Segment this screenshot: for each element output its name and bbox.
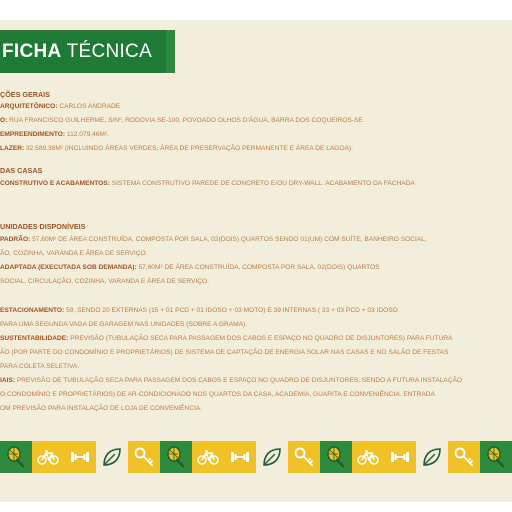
general-row-address xyxy=(0,116,512,125)
row-value: SOCIAL, CIRCULAÇÃO, COZINHA, VARANDA E ÁREA DE SERVIÇO. xyxy=(0,278,209,285)
key-icon xyxy=(292,445,316,469)
extras-row-ac xyxy=(0,376,512,385)
bicycle-icon xyxy=(196,445,220,469)
dumbbell-icon xyxy=(388,445,412,469)
header-band xyxy=(0,30,175,73)
row-value: 112.079,46M². xyxy=(65,131,109,138)
tennis-racket-icon xyxy=(164,445,188,469)
row-value: OM PREVISÃO PARA INSTALAÇÃO DE LOJA DE CONVENIÊNCIA. xyxy=(0,405,203,412)
icon-tile xyxy=(288,441,320,473)
section-title-houses: DAS CASAS xyxy=(0,166,43,175)
row-key: IAIS: xyxy=(0,377,16,384)
key-icon xyxy=(132,445,156,469)
row-value: 57,60M² DE ÁREA CONSTRUÍDA, COMPOSTA POR SALA, 02(DOIS) QUARTOS xyxy=(136,264,380,271)
row-key: CONSTRUTIVO E ACABAMENTOS: xyxy=(0,180,110,187)
row-value: PREVISÃO DE TUBULAÇÃO SECA PARA PASSAGEM DOS CABOS E ESPAÇO NO QUADRO DE DISJUNTORES, SENDO A FUTURA INSTALAÇÃO xyxy=(15,377,463,384)
extras-row-parking xyxy=(0,306,512,315)
leaf-icon xyxy=(260,445,284,469)
leaf-icon xyxy=(100,445,124,469)
dumbbell-icon xyxy=(228,445,252,469)
icon-tile xyxy=(256,441,288,473)
units-row-adapted xyxy=(0,263,512,272)
row-value: PARA UMA SEGUNDA VAGA DE GARAGEM NAS UNIDADES (SOBRE A GRAMA). xyxy=(0,321,248,328)
row-value: RUA FRANCISCO GUILHERME, S/Nº, RODOVIA SE-100, POVOADO OLHOS D'ÁGUA, BARRA DOS COQUEIROS-SE xyxy=(7,117,363,124)
row-value: 57,60M² DE ÁREA CONSTRUÍDA, COMPOSTA POR SALA, 02(DOIS) QUARTOS SENDO 01(UM) COM SUÍTE, BANHEIRO SOCIAL, xyxy=(30,236,427,243)
row-value: SISTEMA CONSTRUTIVO PAREDE DE CONCRETO E/OU DRY-WALL. ACABAMENTO DA FACHADA xyxy=(109,180,415,187)
general-row-leisure xyxy=(0,144,512,153)
icon-tile xyxy=(128,441,160,473)
general-row-architect xyxy=(0,102,512,111)
houses-row-construction xyxy=(0,179,512,188)
tennis-racket-icon xyxy=(484,445,508,469)
row-key: PADRÃO: xyxy=(0,236,31,243)
row-value: PREVISÃO (TUBULAÇÃO SECA PARA PASSAGEM DOS CABOS E ESPAÇO NO QUADRO DE DISJUNTORES) PARA FUTURA xyxy=(68,335,453,342)
row-value: 59, SENDO 20 EXTERNAS (15 + 01 PCD + 01 IDOSO + 03 MOTO) E 39 INTERNAS ( 33 + 03 PCD + 03 IDOSO xyxy=(64,307,398,314)
row-key: SUSTENTABILIDADE: xyxy=(0,335,69,342)
general-row-area xyxy=(0,130,512,139)
row-key: ESTACIONAMENTO: xyxy=(0,307,65,314)
icon-tile xyxy=(448,441,480,473)
bicycle-icon xyxy=(36,445,60,469)
icon-tile xyxy=(32,441,64,473)
icon-tile xyxy=(64,441,96,473)
bicycle-icon xyxy=(356,445,380,469)
extras-row-selective-collection xyxy=(0,362,512,371)
leaf-icon xyxy=(420,445,444,469)
extras-row-sustainability xyxy=(0,334,512,343)
icon-tile xyxy=(160,441,192,473)
extras-row-convenience-store xyxy=(0,404,512,413)
icon-tile xyxy=(352,441,384,473)
row-value: 32.589,38M² (INCLUINDO ÁREAS VERDES, ÁREA DE PRESERVAÇÃO PERMANENTE E ÁREA DE LAGOA). xyxy=(24,145,353,152)
icon-tile xyxy=(416,441,448,473)
row-value: O CONDOMÍNIO E PROPRIETÁRIOS) DE AR-CONDICIONADO NOS QUARTOS DA CASA, ACADEMIA, GUARITA E CONVENIÊNCIA. ENTRADA xyxy=(0,391,435,398)
title-bold: FICHA xyxy=(2,40,62,62)
units-row-standard xyxy=(0,235,512,244)
section-title-general: ÇÕES GERAIS xyxy=(0,90,50,99)
row-value: PARA COLETA SELETIVA. xyxy=(0,363,80,370)
row-key: EMPREENDIMENTO: xyxy=(0,131,66,138)
icon-tile xyxy=(224,441,256,473)
icon-tile xyxy=(480,441,512,473)
units-row-standard-cont xyxy=(0,249,512,258)
key-icon xyxy=(452,445,476,469)
tennis-racket-icon xyxy=(324,445,348,469)
title-light: TÉCNICA xyxy=(66,40,153,62)
row-key: ADAPTADA (EXECUTADA SOB DEMANDA): xyxy=(0,264,137,271)
icon-tile xyxy=(0,441,32,473)
icon-tile xyxy=(192,441,224,473)
amenities-icon-strip xyxy=(0,441,512,473)
section-title-units: UNIDADES DISPONÍVEIS xyxy=(0,222,86,231)
row-value: ÃO, COZINHA, VARANDA E ÁREA DE SERVIÇO. xyxy=(0,250,148,257)
row-value: CARLOS ANDRADE xyxy=(57,103,121,110)
icon-tile xyxy=(96,441,128,473)
dumbbell-icon xyxy=(68,445,92,469)
extras-row-ac-cont xyxy=(0,390,512,399)
extras-row-sustainability-cont xyxy=(0,348,512,357)
row-value: ÃO (POR PARTE DO CONDOMÍNIO E PROPRIETÁRIOS) DE SISTEMA DE CAPTAÇÃO DE ENERGIA SOLAR NAS CASAS E NO SALÃO DE FESTAS xyxy=(0,349,449,356)
row-key: O: xyxy=(0,117,8,124)
row-key: LAZER: xyxy=(0,145,25,152)
icon-tile xyxy=(384,441,416,473)
units-row-adapted-cont xyxy=(0,277,512,286)
tennis-racket-icon xyxy=(4,445,28,469)
icon-tile xyxy=(320,441,352,473)
document-panel xyxy=(0,20,512,502)
extras-row-parking-cont xyxy=(0,320,512,329)
row-key: ARQUITETÔNICO: xyxy=(0,103,58,110)
page-title xyxy=(0,30,166,73)
